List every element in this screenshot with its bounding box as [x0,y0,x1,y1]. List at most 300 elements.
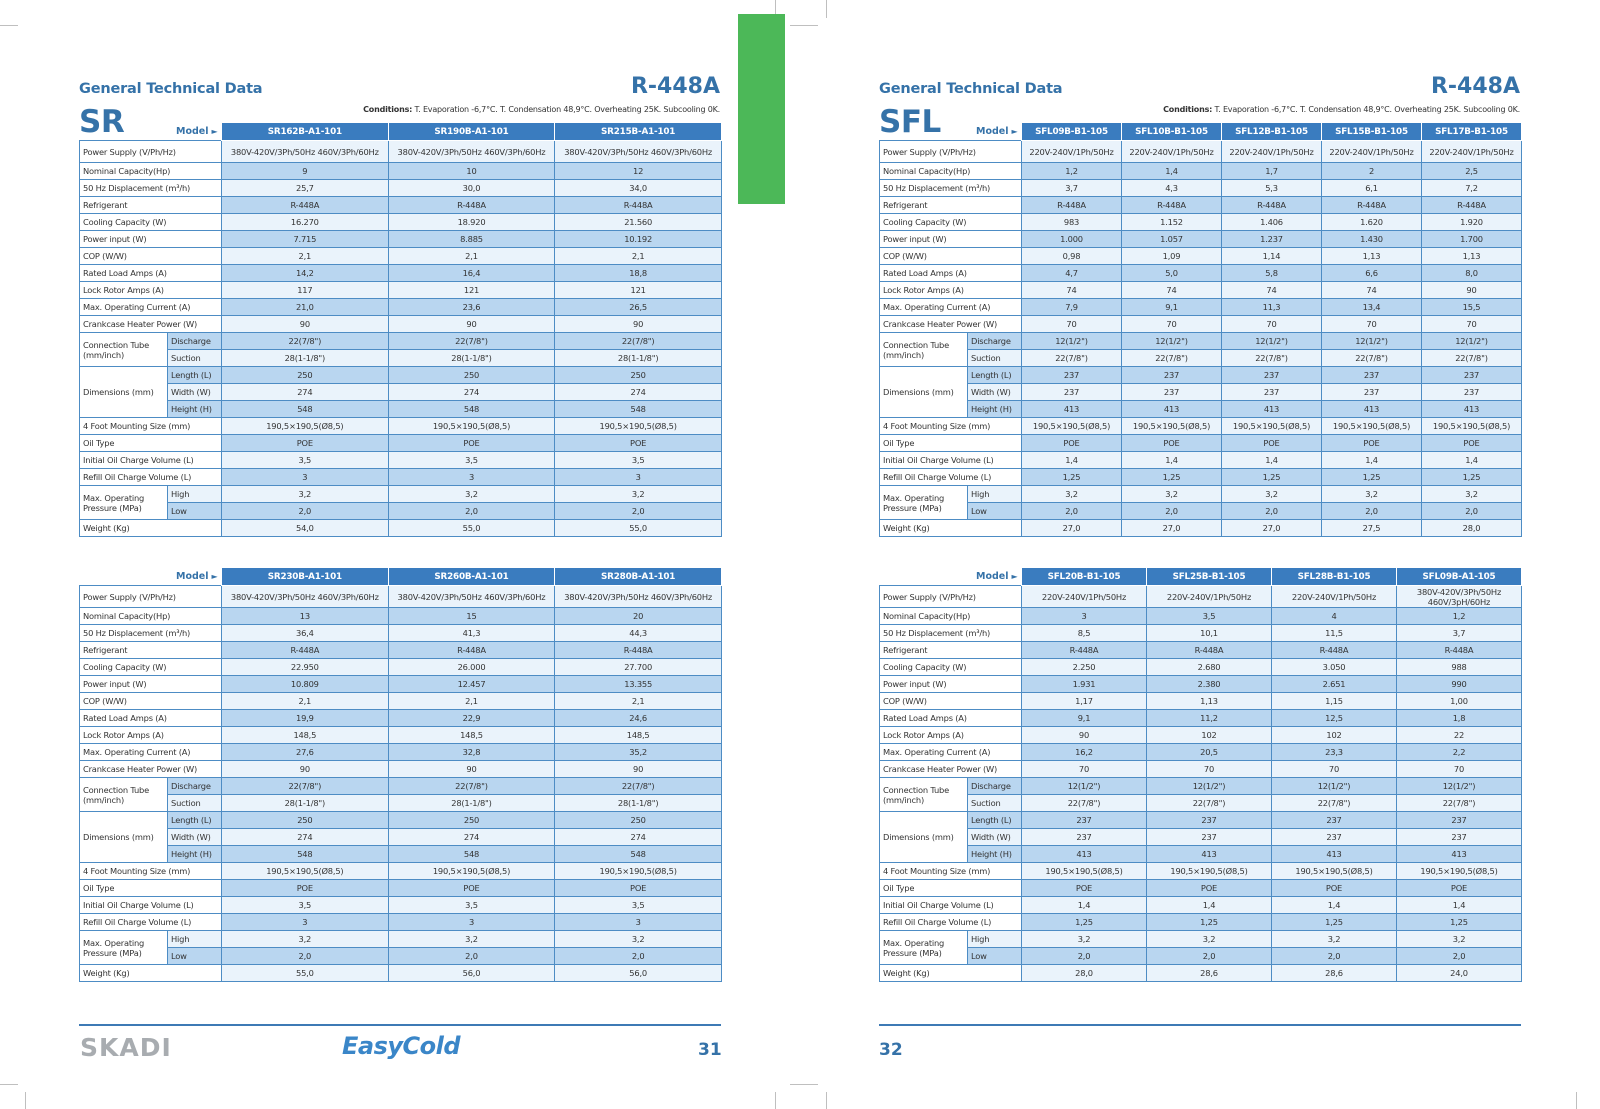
cell-value: 22.950 [222,659,389,676]
table-row [880,350,1522,367]
cell-value: 12 [555,163,722,180]
cell-value: 3 [1022,608,1147,625]
footer-rule [79,1024,721,1026]
cell-value: 22,9 [388,710,555,727]
cell-value: 18,8 [555,265,722,282]
cell-value: 1,00 [1397,693,1522,710]
cell-value: 27,6 [222,744,389,761]
cell-value: 250 [555,367,722,384]
model-header: SFL15B-B1-105 [1322,123,1422,141]
row-label: Nominal Capacity(Hp) [880,608,1022,625]
cell-value: 190,5×190,5(Ø8,5) [1322,418,1422,435]
cell-value: 10.192 [555,231,722,248]
cell-value: 36,4 [222,625,389,642]
model-label-text: Model [176,571,209,582]
model-header: SR190B-A1-101 [388,123,555,141]
cell-value: 10.809 [222,676,389,693]
cell-value: POE [555,435,722,452]
cell-value: 27,5 [1322,520,1422,537]
table-row [880,435,1522,452]
cell-value: 1,2 [1022,163,1122,180]
cell-value: 28,6 [1272,965,1397,982]
row-label: Weight (Kg) [880,520,1022,537]
cell-value: 12(1/2") [1322,333,1422,350]
row-label: Refrigerant [80,642,222,659]
cell-value: 413 [1147,846,1272,863]
cell-value: 237 [1397,812,1522,829]
cell-value: 90 [388,761,555,778]
row-label: 4 Foot Mounting Size (mm) [80,418,222,435]
cell-value: 220V-240V/1Ph/50Hz [1147,586,1272,608]
cell-value: 1,4 [1322,452,1422,469]
cell-value: 250 [555,812,722,829]
sub-label: Low [968,948,1022,965]
header-spacer [80,568,222,586]
cell-value: 102 [1147,727,1272,744]
header-spacer [880,568,1022,586]
sub-label: Low [168,503,222,520]
triangle-right-icon: ► [211,572,218,581]
cell-value: 274 [222,384,389,401]
table-row [880,914,1522,931]
cell-value: 12,5 [1272,710,1397,727]
cell-value: 2,0 [555,948,722,965]
cell-value: 237 [1022,367,1122,384]
cell-value: 3,5 [555,897,722,914]
table-row [880,948,1522,965]
cell-value: 220V-240V/1Ph/50Hz [1322,141,1422,163]
row-label: Weight (Kg) [880,965,1022,982]
cell-value: 22(7/8") [1222,350,1322,367]
cell-value: 3 [388,469,555,486]
cell-value: 380V-420V/3Ph/50Hz 460V/3Ph/60Hz [555,586,722,608]
table-row [880,812,1522,829]
sub-label: Low [168,948,222,965]
cell-value: 2,5 [1422,163,1522,180]
cell-value: 3,2 [555,486,722,503]
row-label: Power Supply (V/Ph/Hz) [80,586,222,608]
table-row [80,897,722,914]
row-label: Refill Oil Charge Volume (L) [880,914,1022,931]
cell-value: 3,2 [388,931,555,948]
cell-value: 1,4 [1222,452,1322,469]
table-row [880,486,1522,503]
cell-value: 22(7/8") [1272,795,1397,812]
cell-value: 34,0 [555,180,722,197]
cell-value: 22(7/8") [555,333,722,350]
cell-value: 3 [555,469,722,486]
cell-value: 1,25 [1122,469,1222,486]
cell-value: 274 [388,829,555,846]
row-label: Max. Operating Current (A) [80,744,222,761]
row-label: Lock Rotor Amps (A) [880,727,1022,744]
table-row [880,163,1522,180]
cell-value: 3 [222,469,389,486]
row-label: Power Supply (V/Ph/Hz) [880,586,1022,608]
cell-value: 380V-420V/3Ph/50Hz 460V/3Ph/60Hz [222,586,389,608]
table-row [80,316,722,333]
sub-label: Length (L) [168,367,222,384]
conditions-text: T. Evaporation -6,7°C. T. Condensation 48,9°C. Overheating 25K. Subcooling 0K. [414,105,720,114]
spec-table [879,122,1522,537]
model-header: SFL25B-B1-105 [1147,568,1272,586]
cell-value: 1,09 [1122,248,1222,265]
cell-value: 90 [555,316,722,333]
cell-value: 55,0 [555,520,722,537]
cell-value: 8,5 [1022,625,1147,642]
cell-value: 1,4 [1272,897,1397,914]
cell-value: 237 [1022,829,1147,846]
row-label: Nominal Capacity(Hp) [80,608,222,625]
cell-value: 24,6 [555,710,722,727]
page-right [800,0,1600,1109]
model-header: SR280B-A1-101 [555,568,722,586]
cell-value: 27,0 [1222,520,1322,537]
table-row [80,248,722,265]
group-label: Max. Operating Pressure (MPa) [80,486,168,520]
cell-value: 90 [1422,282,1522,299]
cell-value: 250 [388,367,555,384]
group-label: Dimensions (mm) [880,812,968,863]
sub-label: Discharge [968,778,1022,795]
spec-table [79,122,722,537]
table-row [880,795,1522,812]
cell-value: 2.680 [1147,659,1272,676]
conditions-note [1100,105,1520,114]
cell-value: POE [1147,880,1272,897]
table-row [880,265,1522,282]
cell-value: 1,25 [1422,469,1522,486]
cell-value: 35,2 [555,744,722,761]
sub-label: Width (W) [168,829,222,846]
cell-value: 3,5 [222,897,389,914]
table-row [80,795,722,812]
cell-value: 237 [1322,367,1422,384]
table-row [880,863,1522,880]
cell-value: 90 [555,761,722,778]
cell-value: 12(1/2") [1122,333,1222,350]
conditions-text: T. Evaporation -6,7°C. T. Condensation 48,9°C. Overheating 25K. Subcooling 0K. [1214,105,1520,114]
table-row [880,727,1522,744]
cell-value: 190,5×190,5(Ø8,5) [1147,863,1272,880]
cell-value: 21,0 [222,299,389,316]
row-label: 50 Hz Displacement (m³/h) [880,625,1022,642]
sub-label: High [168,486,222,503]
group-label: Dimensions (mm) [880,367,968,418]
table-row [880,282,1522,299]
cell-value: 1.700 [1422,231,1522,248]
cell-value: 22(7/8") [388,778,555,795]
cell-value: 16.270 [222,214,389,231]
cell-value: 4,7 [1022,265,1122,282]
cell-value: 12(1/2") [1422,333,1522,350]
table-row [80,846,722,863]
cell-value: 983 [1022,214,1122,231]
cell-value: 1.000 [1022,231,1122,248]
table-row [80,265,722,282]
cell-value: 28(1-1/8") [555,795,722,812]
model-header: SFL09B-B1-105 [1022,123,1122,141]
table-row [880,367,1522,384]
cell-value: 28(1-1/8") [222,350,389,367]
row-label: Initial Oil Charge Volume (L) [80,452,222,469]
cell-value: 55,0 [388,520,555,537]
cell-value: 2,0 [1022,948,1147,965]
cell-value: 1,4 [1122,452,1222,469]
cell-value: 7,2 [1422,180,1522,197]
cell-value: 3,2 [1272,931,1397,948]
model-header: SFL09B-A1-105 [1397,568,1522,586]
cell-value: 22 [1397,727,1522,744]
cell-value: 1.057 [1122,231,1222,248]
cell-value: R-448A [1122,197,1222,214]
triangle-right-icon: ► [211,127,218,136]
cell-value: 3,2 [388,486,555,503]
table-row [80,333,722,350]
cell-value: 3 [222,914,389,931]
row-label: Rated Load Amps (A) [880,710,1022,727]
header-spacer [880,123,1022,141]
row-label: Nominal Capacity(Hp) [880,163,1022,180]
cell-value: 22(7/8") [1022,350,1122,367]
row-label: Lock Rotor Amps (A) [80,727,222,744]
group-label: Max. Operating Pressure (MPa) [880,931,968,965]
cell-value: POE [388,880,555,897]
cell-value: 13,4 [1322,299,1422,316]
cell-value: 22(7/8") [555,778,722,795]
group-label: Max. Operating Pressure (MPa) [80,931,168,965]
table-row [880,469,1522,486]
sub-label: Width (W) [968,829,1022,846]
cell-value: 3,2 [222,931,389,948]
table-row [80,180,722,197]
row-label: Power input (W) [80,676,222,693]
cell-value: R-448A [1222,197,1322,214]
cell-value: 190,5×190,5(Ø8,5) [388,863,555,880]
cell-value: 190,5×190,5(Ø8,5) [388,418,555,435]
table-row [880,829,1522,846]
cell-value: 2,1 [388,693,555,710]
easycold-logo: EasyCold [342,1032,461,1060]
model-label-text: Model [976,571,1009,582]
sub-label: High [968,931,1022,948]
cell-value: 990 [1397,676,1522,693]
row-label: Initial Oil Charge Volume (L) [80,897,222,914]
series-name: SFL [879,104,941,140]
sub-label: Suction [168,350,222,367]
row-label: Cooling Capacity (W) [80,214,222,231]
table-row [80,231,722,248]
cell-value: 1,13 [1322,248,1422,265]
row-label: COP (W/W) [880,248,1022,265]
cell-value: 3,5 [388,897,555,914]
table-row [80,418,722,435]
cell-value: 190,5×190,5(Ø8,5) [555,418,722,435]
conditions-label: Conditions: [363,105,413,114]
cell-value: POE [1322,435,1422,452]
cell-value: POE [1272,880,1397,897]
table-row [80,586,722,608]
cell-value: 54,0 [222,520,389,537]
cell-value: 190,5×190,5(Ø8,5) [1022,863,1147,880]
table-row [880,384,1522,401]
cell-value: 15 [388,608,555,625]
cell-value: 237 [1422,384,1522,401]
cell-value: 44,3 [555,625,722,642]
row-label: 4 Foot Mounting Size (mm) [880,863,1022,880]
group-label: Dimensions (mm) [80,367,168,418]
cell-value: 4,3 [1122,180,1222,197]
row-label: Weight (Kg) [80,965,222,982]
cell-value: 2,0 [388,948,555,965]
cell-value: 5,8 [1222,265,1322,282]
table-row [80,676,722,693]
row-label: COP (W/W) [80,693,222,710]
table-row [80,948,722,965]
cell-value: R-448A [1397,642,1522,659]
sub-label: Suction [168,795,222,812]
cell-value: 13.355 [555,676,722,693]
cell-value: 237 [1222,384,1322,401]
sub-label: Width (W) [168,384,222,401]
table-row [880,214,1522,231]
cell-value: 90 [388,316,555,333]
cell-value: 237 [1147,829,1272,846]
page-number: 31 [698,1040,722,1060]
table-row [880,710,1522,727]
cell-value: 90 [222,316,389,333]
cell-value: 2,0 [1422,503,1522,520]
skadi-logo: SKADI [80,1033,172,1062]
sub-label: Suction [968,350,1022,367]
cell-value: POE [1122,435,1222,452]
cell-value: 90 [222,761,389,778]
cell-value: POE [1397,880,1522,897]
cell-value: 11,5 [1272,625,1397,642]
cell-value: 2,0 [1122,503,1222,520]
cell-value: 12(1/2") [1397,778,1522,795]
cell-value: 3,2 [1022,931,1147,948]
cell-value: 148,5 [222,727,389,744]
cell-value: 28(1-1/8") [222,795,389,812]
table-row [880,586,1522,608]
table-row [880,248,1522,265]
model-header: SR260B-A1-101 [388,568,555,586]
cell-value: POE [222,880,389,897]
table-row [80,710,722,727]
cell-value: 1,2 [1397,608,1522,625]
model-header: SFL12B-B1-105 [1222,123,1322,141]
cell-value: 9,1 [1122,299,1222,316]
cell-value: 13 [222,608,389,625]
cell-value: 26.000 [388,659,555,676]
cell-value: 9 [222,163,389,180]
table-row [880,965,1522,982]
row-label: Rated Load Amps (A) [80,265,222,282]
row-label: Max. Operating Current (A) [880,744,1022,761]
row-label: Oil Type [80,435,222,452]
row-label: Initial Oil Charge Volume (L) [880,897,1022,914]
cell-value: 237 [1397,829,1522,846]
table-row [880,931,1522,948]
cell-value: 237 [1222,367,1322,384]
cell-value: R-448A [1272,642,1397,659]
cell-value: 18.920 [388,214,555,231]
cell-value: 274 [388,384,555,401]
table-row [880,197,1522,214]
cell-value: 1.920 [1422,214,1522,231]
footer-rule [879,1024,1521,1026]
cell-value: 12(1/2") [1222,333,1322,350]
cell-value: R-448A [1147,642,1272,659]
cell-value: 20 [555,608,722,625]
cell-value: 8.885 [388,231,555,248]
model-header: SR230B-A1-101 [222,568,389,586]
cell-value: 1,13 [1147,693,1272,710]
cell-value: 22(7/8") [1022,795,1147,812]
cell-value: 70 [1122,316,1222,333]
row-label: Initial Oil Charge Volume (L) [880,452,1022,469]
cell-value: 1.931 [1022,676,1147,693]
cell-value: 21.560 [555,214,722,231]
cell-value: 2,1 [222,248,389,265]
cell-value: 70 [1147,761,1272,778]
row-label: Power input (W) [880,231,1022,248]
cell-value: POE [1022,880,1147,897]
table-row [880,333,1522,350]
cell-value: 380V-420V/3Ph/50Hz 460V/3Ph/60Hz [388,141,555,163]
sub-label: Width (W) [968,384,1022,401]
table-row [880,659,1522,676]
cell-value: 23,3 [1272,744,1397,761]
cell-value: 74 [1322,282,1422,299]
table-row [880,141,1522,163]
cell-value: 28,6 [1147,965,1272,982]
row-label: Power input (W) [880,676,1022,693]
cell-value: 30,0 [388,180,555,197]
cell-value: 1,25 [1022,914,1147,931]
table-row [80,727,722,744]
cell-value: 548 [222,846,389,863]
cell-value: R-448A [1322,197,1422,214]
cell-value: 22(7/8") [1122,350,1222,367]
cell-value: 12(1/2") [1022,778,1147,795]
cell-value: 274 [222,829,389,846]
cell-value: 1,4 [1022,897,1147,914]
cell-value: 12(1/2") [1147,778,1272,795]
model-header: SFL17B-B1-105 [1422,123,1522,141]
cell-value: 1.152 [1122,214,1222,231]
cell-value: 220V-240V/1Ph/50Hz [1022,141,1122,163]
group-label: Connection Tube (mm/inch) [880,778,968,812]
row-label: 50 Hz Displacement (m³/h) [80,625,222,642]
cell-value: 74 [1122,282,1222,299]
cell-value: POE [1222,435,1322,452]
cell-value: 237 [1422,367,1522,384]
cell-value: 1,25 [1022,469,1122,486]
cell-value: 237 [1322,384,1422,401]
table-row [880,846,1522,863]
cell-value: 55,0 [222,965,389,982]
cell-value: 1,4 [1397,897,1522,914]
table-row [880,778,1522,795]
row-label: Refrigerant [880,197,1022,214]
cell-value: 413 [1322,401,1422,418]
cell-value: 274 [555,384,722,401]
cell-value: 3.050 [1272,659,1397,676]
cell-value: 2,1 [388,248,555,265]
table-row [80,401,722,418]
